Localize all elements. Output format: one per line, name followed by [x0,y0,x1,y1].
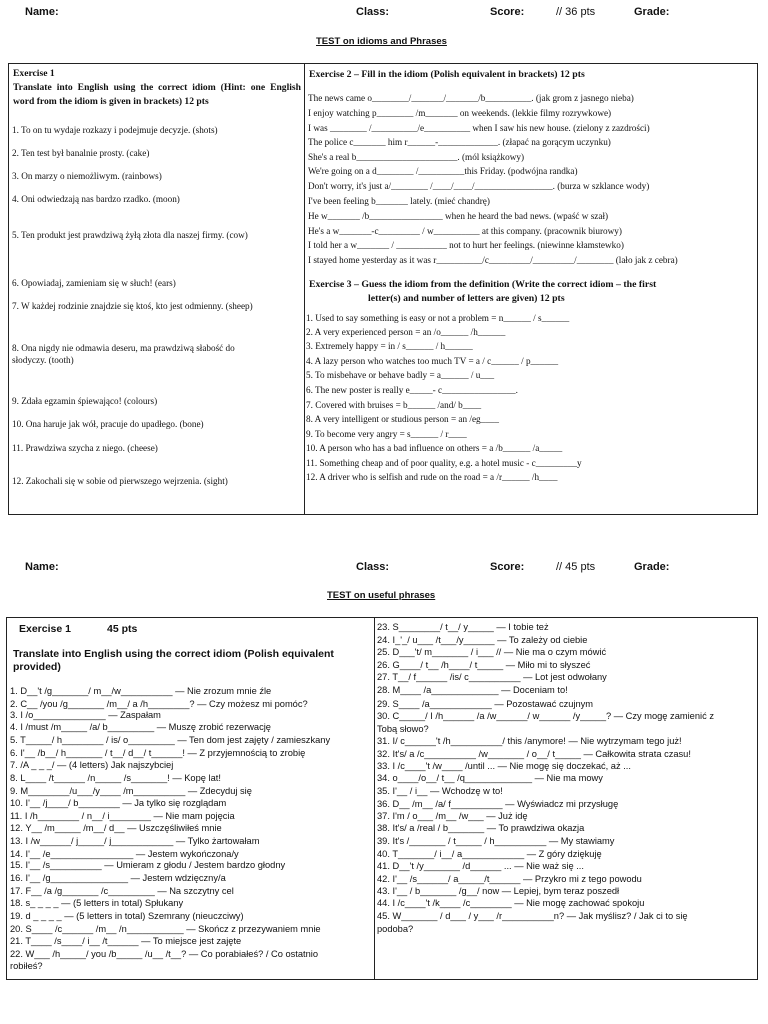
list-item: 9. Zdała egzamin śpiewająco! (colours) [12,396,158,406]
list-item: 11. Prawdziwa szycha z niego. (cheese) [12,443,158,453]
list-item: She's a real b______________________. (mól książkowy) [308,152,525,162]
list-item: 11. I /h________ / n__/ i________ — Nie mam pojęcia [10,811,235,821]
list-item: 6. Opowiadaj, zamieniam się w słuch! (ears) [12,278,176,288]
test2-instruction-cont: provided) [13,661,61,673]
list-item: I stayed home yesterday as it was r__________/c_________/_________/________ (lało jak z cebra) [308,255,678,265]
list-item: 26. G____/ t__ /h____/ t_____ — Miło mi to słyszeć [377,660,591,670]
list-item: 6. The new poster is really e_____- c________________. [306,385,518,395]
list-item: 8. A very intelligent or studious person = an /eg____ [306,414,499,424]
list-item: 8. L____ /t______ /n_____ /s_______! — Kopę lat! [10,773,221,783]
list-item: 27. T__/ f______ /is/ c__________ — Lot jest odwołany [377,672,607,682]
test2-points: // 45 pts [556,561,596,573]
list-item: 21. T____ /s____/ i__ /t______ — To miejsce jest zajęte [10,936,242,946]
test1-class-label: Class: [356,6,390,18]
test1-divider [304,63,305,515]
list-item: 6. I'__ /b__/ h_______ / t__/ d__/ t______! — Z przyjemnością to zrobię [10,748,306,758]
list-item: 17. F__ /a /g_______ /c_________ — Na szczytny cel [10,886,234,896]
list-item: 4. Oni odwiedzają nas bardzo rzadko. (moon) [12,194,180,204]
list-item: 37. I'm / o___ /m__ /w___ — Już idę [377,811,528,821]
test2-divider [374,617,375,980]
test2-ex1-heading: Exercise 1 [19,623,71,635]
list-item: 20. S____ /c______ /m__ /n___________ — Skończ z przezywaniem mnie [10,924,321,934]
test1-points: // 36 pts [556,6,596,18]
list-item: 34. o____/o__/ t__ /q_____________ — Nie ma mowy [377,773,603,783]
list-item: 2. A very experienced person = an /o______ /h______ [306,327,506,337]
list-item: I enjoy watching p________ /m_______ on weekends. (lekkie filmy rozrywkowe) [308,108,612,118]
test1-ex1-instruction: Translate into English using the correct idiom (Hint: one English word from the idiom is given in brackets) 12 pts [13,82,301,107]
test2-score-label: Score: [490,561,525,573]
list-item: 12. Y__ /m_____ /m__/ d__ — Uszczęśliwiłeś mnie [10,823,222,833]
list-item: The news came o________/_______/_______/b__________. (jak grom z jasnego nieba) [308,93,634,103]
test1-ex1-heading: Exercise 1 [13,68,55,79]
test1-ex3-heading-cont: letter(s) and number of letters are given) 12 pts [368,293,565,304]
list-item: 31. I/ c______'t /h__________/ this /anymore! — Nie wytrzymam tego już! [377,736,682,746]
list-item: 10. I'__ /j____/ b________ — Ja tylko się rozglądam [10,798,227,808]
list-item: Tobą słowo? [377,724,429,734]
list-item: 42. I'__ /s______/ a_____/t______ — Przykro mi z tego powodu [377,874,642,884]
list-item: I told her a w_______ / ___________ not to hurt her feelings. (niewinne kłamstewko) [308,240,624,250]
list-item: 5. T_____/ h________ / is/ o_________ — Ten dom jest zajęty / zamieszkany [10,735,331,745]
list-item: 44. I /c____'t /k____ /c________ — Nie mogę zachować spokoju [377,898,645,908]
list-item: 40. T_______/ i__/ a____________ — Z góry dziękuję [377,849,602,859]
list-item: 16. I'__ /g_______________ — Jestem wdzięczny/a [10,873,226,883]
list-item: 5. To misbehave or behave badly = a______ / u___ [306,370,495,380]
test2-ex1-points: 45 pts [107,623,138,635]
list-item: 1. D__'t /g_______/ m__/w__________ — Nie zrozum mnie źle [10,686,272,696]
list-item: robiłeś? [10,961,43,971]
list-item: 39. It's /_______ / t_____ / h__________ — My stawiamy [377,836,615,846]
list-item: 4. I /must /m_____ /a/ b_________ — Muszę zrobić rezerwację [10,722,271,732]
test1-name-label: Name: [25,6,59,18]
list-item: 12. Zakochali się w sobie od pierwszego wejrzenia. (sight) [12,476,228,486]
list-item: 3. On marzy o niemożliwym. (rainbows) [12,171,162,181]
list-item: 12. A driver who is selfish and rude on the road = a /r______ /h____ [306,472,558,482]
list-item: 30. C_____/ I /h______ /a /w______/ w______ /y_____? — Czy mogę zamienić z [377,711,714,721]
test2-name-label: Name: [25,561,59,573]
list-item: 9. M________/u___/y____ /m__________ — Zdecyduj się [10,786,252,796]
list-item: 41. D__'t /y_______ /d______ ... — Nie waż się ... [377,861,584,871]
list-item: podoba? [377,924,414,934]
list-item: 10. A person who has a bad influence on others = a /b______ /a_____ [306,443,563,453]
list-item: 10. Ona haruje jak wół, pracuje do upadłego. (bone) [12,419,204,429]
list-item: 38. It's/ a /real / b_______ — To prawdziwa okazja [377,823,585,833]
list-item: We're going on a d________ /__________this Friday. (podwójna randka) [308,166,578,176]
list-item: 3. Extremely happy = in / s______ / h______ [306,341,473,351]
list-item: Don't worry, it's just a/________ /____/____/_________________. (burza w szklance wody) [308,181,650,191]
list-item: 7. /A _ _ _/ — (4 letters) Jak najszybciej [10,760,174,770]
list-item: 7. Covered with bruises = b______ /and/ b____ [306,400,482,410]
list-item: 43. I'__ / b_______ /g__/ now — Lepiej, bym teraz poszedł [377,886,620,896]
list-item: 24. I_'_/ u___ /t___/y______ — To zależy od ciebie [377,635,588,645]
test2-title: TEST on useful phrases [327,590,436,601]
test2-grade-label: Grade: [634,561,670,573]
list-item: 8. Ona nigdy nie odmawia deseru, ma prawdziwą słabość do [12,343,235,353]
list-item: 2. Ten test był banalnie prosty. (cake) [12,148,150,158]
test1-score-label: Score: [490,6,525,18]
list-item: 7. W każdej rodzinie znajdzie się ktoś, kto jest odmienny. (sheep) [12,301,253,311]
list-item: 3. I /o______________ — Zaspałam [10,710,161,720]
list-item: słodyczy. (tooth) [12,355,74,365]
test2-class-label: Class: [356,561,390,573]
list-item: 45. W_______ / d___ / y___ /r__________n? — Jak myślisz? / Jak ci to się [377,911,688,921]
list-item: 15. I'__ /s__________ — Umieram z głodu / Jestem bardzo głodny [10,860,286,870]
list-item: 29. S____ /a____________ — Pozostawać czujnym [377,699,594,709]
list-item: I've been feeling b_______ lately. (mieć chandrę) [308,196,490,206]
list-item: He's a w_______-c_________ / w__________ at this company. (pracownik biurowy) [308,226,622,236]
list-item: 35. I'__ / i__ — Wchodzę w to! [377,786,503,796]
list-item: 25. D___'t/ m_______ / i___ // — Nie ma o czym mówić [377,647,607,657]
list-item: 33. I /c____'t /w____ /until ... — Nie mogę się doczekać, aż ... [377,761,631,771]
list-item: 32. It's/ a /c__________ /w_______ / o__/ t_____ — Całkowita strata czasu! [377,749,691,759]
list-item: 22. W___ /h_____/ you /b_____ /u__ /t__? — Co porabiałeś? / Co ostatnio [10,949,319,959]
list-item: 14. I'__ /e________________ — Jestem wykończona/y [10,849,239,859]
list-item: 1. Used to say something is easy or not a problem = n______ / s______ [306,313,570,323]
list-item: 23. S________/ t__/ y_____ — I tobie też [377,622,549,632]
list-item: 4. A lazy person who watches too much TV = a / c______ / p______ [306,356,559,366]
list-item: 13. I /w______/ j_____/ j____________ — Tylko żartowałam [10,836,260,846]
list-item: The police c_______ him r______-_____________. (złapać na gorącym uczynku) [308,137,611,147]
list-item: 28. M____ /a_____________ — Doceniam to! [377,685,568,695]
list-item: I was ________ /__________/e__________ when I saw his new house. (zielony z zazdrości) [308,123,650,133]
list-item: 19. d _ _ _ _ — (5 letters in total) Szemrany (nieuczciwy) [10,911,244,921]
list-item: 11. Something cheap and of poor quality, e.g. a hotel music - c_________y [306,458,582,468]
list-item: 2. C__ /you /g_______ /m__/ a /h________? — Czy możesz mi pomóc? [10,699,308,709]
test2-instruction: Translate into English using the correct idiom (Polish equivalent [13,648,334,660]
list-item: 36. D__ /m__ /a/ f__________ — Wyświadcz mi przysługę [377,799,619,809]
list-item: 5. Ten produkt jest prawdziwą żyłą złota dla naszej firmy. (cow) [12,230,248,240]
list-item: 1. To on tu wydaje rozkazy i podejmuje decyzje. (shots) [12,125,218,135]
test1-title: TEST on idioms and Phrases [316,36,447,47]
list-item: 9. To become very angry = s______ / r____ [306,429,467,439]
test1-grade-label: Grade: [634,6,670,18]
test1-ex2-heading: Exercise 2 – Fill in the idiom (Polish equivalent in brackets) 12 pts [309,69,585,80]
list-item: 18. s_ _ _ _ — (5 letters in total) Spłukany [10,898,184,908]
list-item: He w_______ /b________________ when he heard the bad news. (wpaść w szał) [308,211,609,221]
test1-ex3-heading: Exercise 3 – Guess the idiom from the definition (Write the correct idiom – the first [309,279,657,290]
